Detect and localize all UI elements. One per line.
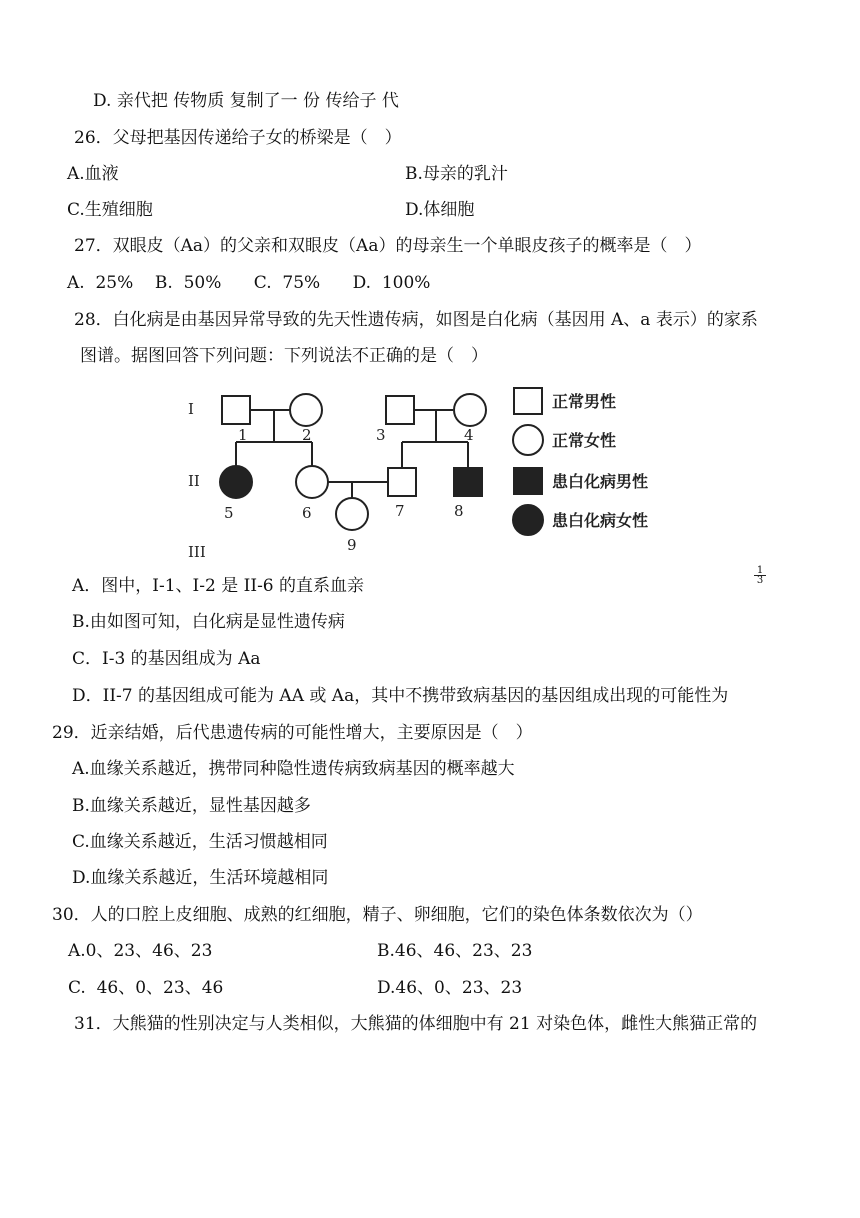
q29-option-c: C.血缘关系越近，生活习惯越相同 (72, 832, 328, 852)
q28-stem: 28．白化病是由基因异常导致的先天性遗传病，如图是白化病（基因用 A、a 表示）的家系 (74, 310, 758, 330)
person-2-normal-female (290, 394, 322, 426)
num-6: 6 (302, 504, 312, 522)
q31-stem: 31．大熊猫的性别决定与人类相似，大熊猫的体细胞中有 21 对染色体，雌性大熊猫正常的 (74, 1014, 758, 1034)
num-9: 9 (347, 536, 357, 554)
q29-stem: 29．近亲结婚，后代患遗传病的可能性增大，主要原因是（ ） (52, 723, 533, 743)
num-4: 4 (464, 426, 474, 444)
gen-label-2: II (188, 472, 200, 490)
q30-option-a: A.0、23、46、23 (68, 941, 213, 961)
num-3: 3 (376, 426, 386, 444)
q28-option-b: B.由如图可知，白化病是显性遗传病 (72, 612, 345, 632)
q26-option-a: A.血液 (67, 164, 119, 184)
person-4-normal-female (454, 394, 486, 426)
q28-stem-cont: 图谱。据图回答下列问题：下列说法不正确的是（ ） (80, 346, 488, 366)
gen-label-3: III (188, 543, 206, 561)
q27-stem: 27．双眼皮（Aa）的父亲和双眼皮（Aa）的母亲生一个单眼皮孩子的概率是（ ） (74, 236, 702, 256)
q26-option-d: D.体细胞 (405, 200, 475, 220)
q27-options: A. 25% B. 50% C. 75% D. 100% (67, 273, 431, 293)
q30-option-d: D.46、0、23、23 (377, 978, 523, 998)
num-2: 2 (302, 426, 312, 444)
person-1-normal-male (222, 396, 250, 424)
num-1: 1 (238, 426, 248, 444)
num-7: 7 (395, 502, 405, 520)
q25-option-d: D. 亲代把 传物质 复制了一 份 传给子 代 (93, 91, 399, 111)
q28-option-c: C．I-3 的基因组成为 Aa (72, 649, 261, 669)
fraction-den: 3 (754, 575, 766, 585)
fraction-one-third (754, 566, 766, 585)
q28-option-d: D．II-7 的基因组成可能为 AA 或 Aa，其中不携带致病基因的基因组成出现的可能性为 (72, 686, 729, 706)
person-5-affected-female (220, 466, 252, 498)
q28-option-a: A．图中，I-1、I-2 是 II-6 的直系血亲 (72, 576, 365, 596)
q30-option-b: B.46、46、23、23 (377, 941, 533, 961)
q30-option-c: C. 46、0、23、46 (68, 978, 224, 998)
q29-option-b: B.血缘关系越近，显性基因越多 (72, 796, 311, 816)
legend-label-affected-male: 患白化病男性 (552, 472, 649, 491)
num-8: 8 (454, 502, 464, 520)
q29-option-a: A.血缘关系越近，携带同种隐性遗传病致病基因的概率越大 (72, 759, 515, 779)
legend-label-affected-female: 患白化病女性 (552, 511, 649, 530)
legend-normal-female-icon (513, 425, 543, 455)
legend-label-normal-female: 正常女性 (552, 431, 617, 450)
q26-stem: 26．父母把基因传递给子女的桥梁是（ ） (74, 128, 402, 148)
fraction-num: 1 (756, 565, 764, 576)
person-8-affected-male (454, 468, 482, 496)
legend-label-normal-male: 正常男性 (552, 392, 617, 411)
num-5: 5 (224, 504, 234, 522)
person-3-normal-male (386, 396, 414, 424)
q29-option-d: D.血缘关系越近，生活环境越相同 (72, 868, 329, 888)
q26-option-c: C.生殖细胞 (67, 200, 153, 220)
gen-label-1: I (188, 400, 194, 418)
person-6-normal-female (296, 466, 328, 498)
legend-affected-male-icon (514, 468, 542, 494)
q26-option-b: B.母亲的乳汁 (405, 164, 508, 184)
pedigree-chart (180, 380, 700, 565)
legend-normal-male-icon (514, 388, 542, 414)
person-7-normal-male (388, 468, 416, 496)
person-9-normal-female (336, 498, 368, 530)
legend-affected-female-icon (513, 505, 543, 535)
q30-stem: 30．人的口腔上皮细胞、成熟的红细胞，精子、卵细胞，它们的染色体条数依次为（） (52, 905, 703, 925)
